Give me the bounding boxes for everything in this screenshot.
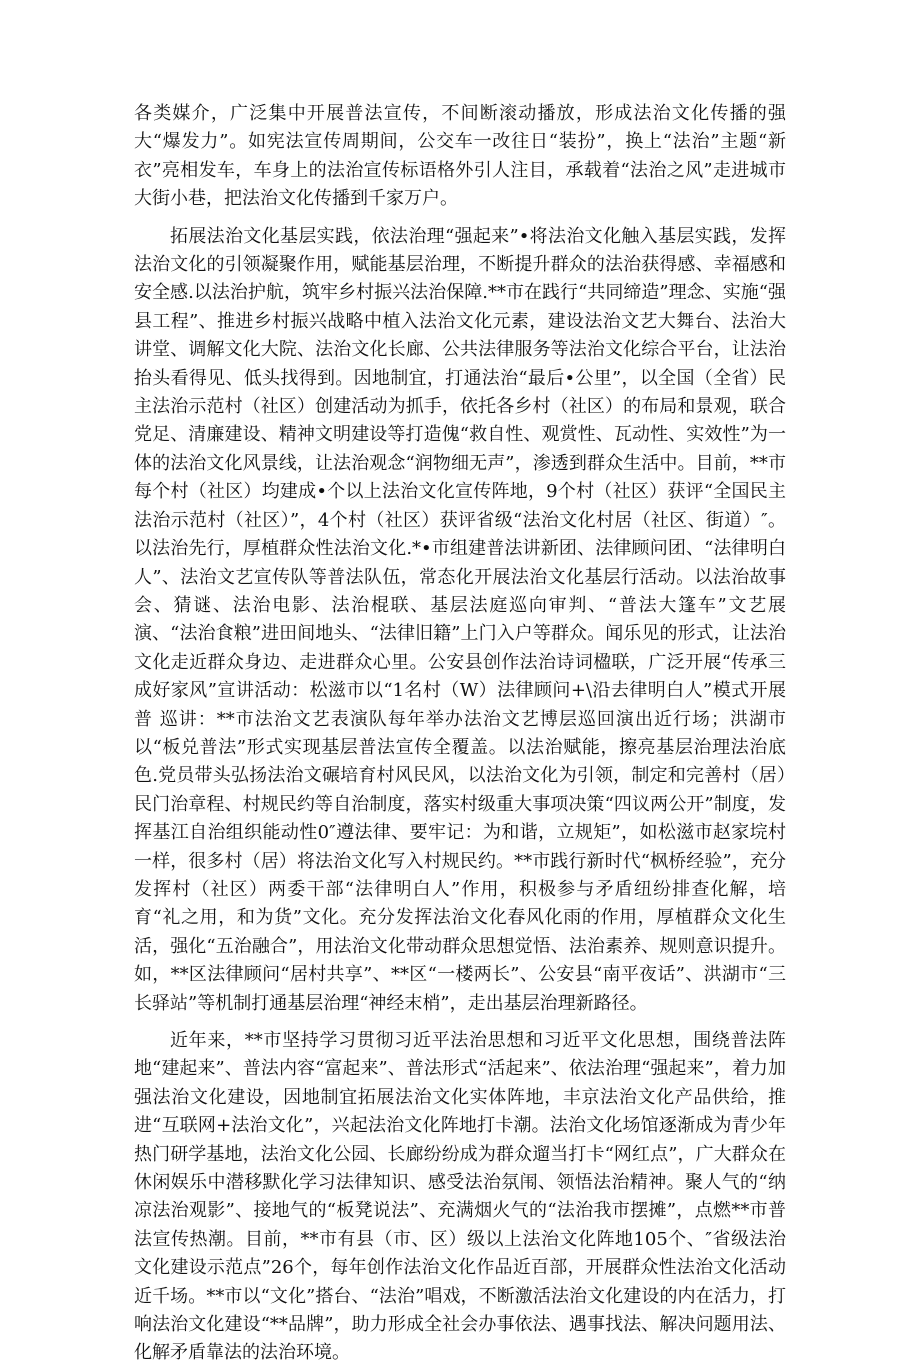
paragraph-continuation: 各类媒介，广泛集中开展普法宣传，不间断滚动播放，形成法治文化传播的强大“爆发力”。如宪法宣传周期间，公交车一改往日“装扮”，换上“法治”主题“新衣”亮相发车，车身上的法治宣传标语格外引人注目，承载着“法治之风”走进城市大街小巷，把法治文化传播到千家万户。 bbox=[134, 103, 786, 210]
paragraph-grassroots-practice: 拓展法治文化基层实践，依法治理“强起来”•将法治文化触入基层实践，发挥法治文化的引领凝聚作用，赋能基层治理，不断提升群众的法治获得感、幸福感和安全感.以法治护航，筑牢乡村振兴法治保障.**市在践行“共同缔造”理念、实施“强县工程”、推进乡村振兴战略中植入法治文化元素，建设法治文艺大舞台、法治大讲堂、调解文化大院、法治文化长廊、公共法律服务等法治文化综合平台，让法治抬头看得见、低头找得到。因地制宜，打通法治“最后•公里”，以全国（全省）民主法治示范村（社区）创建活动为抓手，依托各乡村（社区）的布局和景观，联合党足、清廉建设、精神文明建设等打造傀“救自性、观赏性、瓦动性、实效性”为一体的法治文化风景线，让法治观念“润物细无声”，渗透到群众生活中。目前，**市每个村（社区）均建成•个以上法治文化宣传阵地，9个村（社区）获评“全国民主法治示范村（社区）”，4个村（社区）获评省级“法治文化村居（社区、街道）″。以法治先行，厚植群众性法治文化.*•市组建普法讲新团、法律顾问团、“法律明白人”、法治文艺宣传队等普法队伍，常态化开展法治文化基层行活动。以法治故事会、猜谜、法治电影、法治棍联、基层法庭巡向审判、“普法大篷车”文艺展演、“法治食粮”进田间地头、“法律旧籍”上门入户等群众。闻乐见的形式，让法治文化走近群众身边、走进群众心里。公安县创作法治诗词楹联，广泛开展“传承三成好家风”宣讲活动：松滋市以“1名村（W）法律顾问+\沿去律明白人”模式开展普 巡讲：**市法治文艺表演队每年举办法治文艺博层巡回演出近行场；洪湖市以“板兑普法”形式实现基层普法宣传全覆盖。以法治赋能，擦亮基层治理法治底色.党员带头弘扬法治文碾培育村风民风，以法治文化为引领，制定和完善村（居）民门治章程、村规民约等自治制度，落实村级重大事项决策“四议两公开”制度，发挥基江自治组织能动性0″遵法律、要牢记：为和谐，立规矩”，如松滋市赵家垸村一样，很多村（居）将法治文化写入村规民约。**市践行新时代“枫桥经验”，充分发挥村（社区）两委干部“法律明白人”作用，积极参与矛盾纽纷排查化解，培育“礼之用，和为货”文化。充分发挥法治文化春风化雨的作用，厚植群众文化生活，强化“五治融合”，用法治文化带动群众思想觉悟、法治素养、规则意识提升。如，**区法律顾问“居村共享”、**区“一楼两长”、公安县“南平夜话”、洪湖市“三长驿站”等机制打通基层治理“神经末梢”，走出基层治理新路径。 bbox=[134, 225, 786, 1014]
document-page bbox=[134, 100, 786, 1368]
paragraph-recent-years: 近年来，**市坚持学习贯彻习近平法治思想和习近平文化思想，围绕普法阵地“建起来”、普法内容“富起来”、普法形式“活起来”、依法治理“强起来”，着力加强法治文化建设，因地制宜拓展法治文化实体阵地，丰京法治文化产品供给，推进“互联网+法治文化”，兴起法治文化阵地打卡潮。法治文化场馆逐渐成为青少年热门研学基地，法治文化公园、长廊纷纷成为群众遛当打卡“网红点”，广大群众在休闲娱乐中潜移默化学习法律知识、感受法治氛闱、领悟法治精神。聚人气的“纳凉法治观影”、接地气的“板凳说法”、充满烟火气的“法治我市摆摊”，点燃**市普法宣传热潮。目前，**市有县（市、区）级以上法治文化阵地105个、″省级法治文化建设示范点”26个，每年创作法治文化作品近百部，开展群众性法治文化活动近千场。**市以“文化”搭台、“法治”唱戏，不断激活法治文化建设的内在活力，打响法治文化建设“**品牌”，助力形成全社会办事依法、遇事找法、解决问题用法、化解矛盾靠法的法治环境。 bbox=[134, 1030, 786, 1364]
